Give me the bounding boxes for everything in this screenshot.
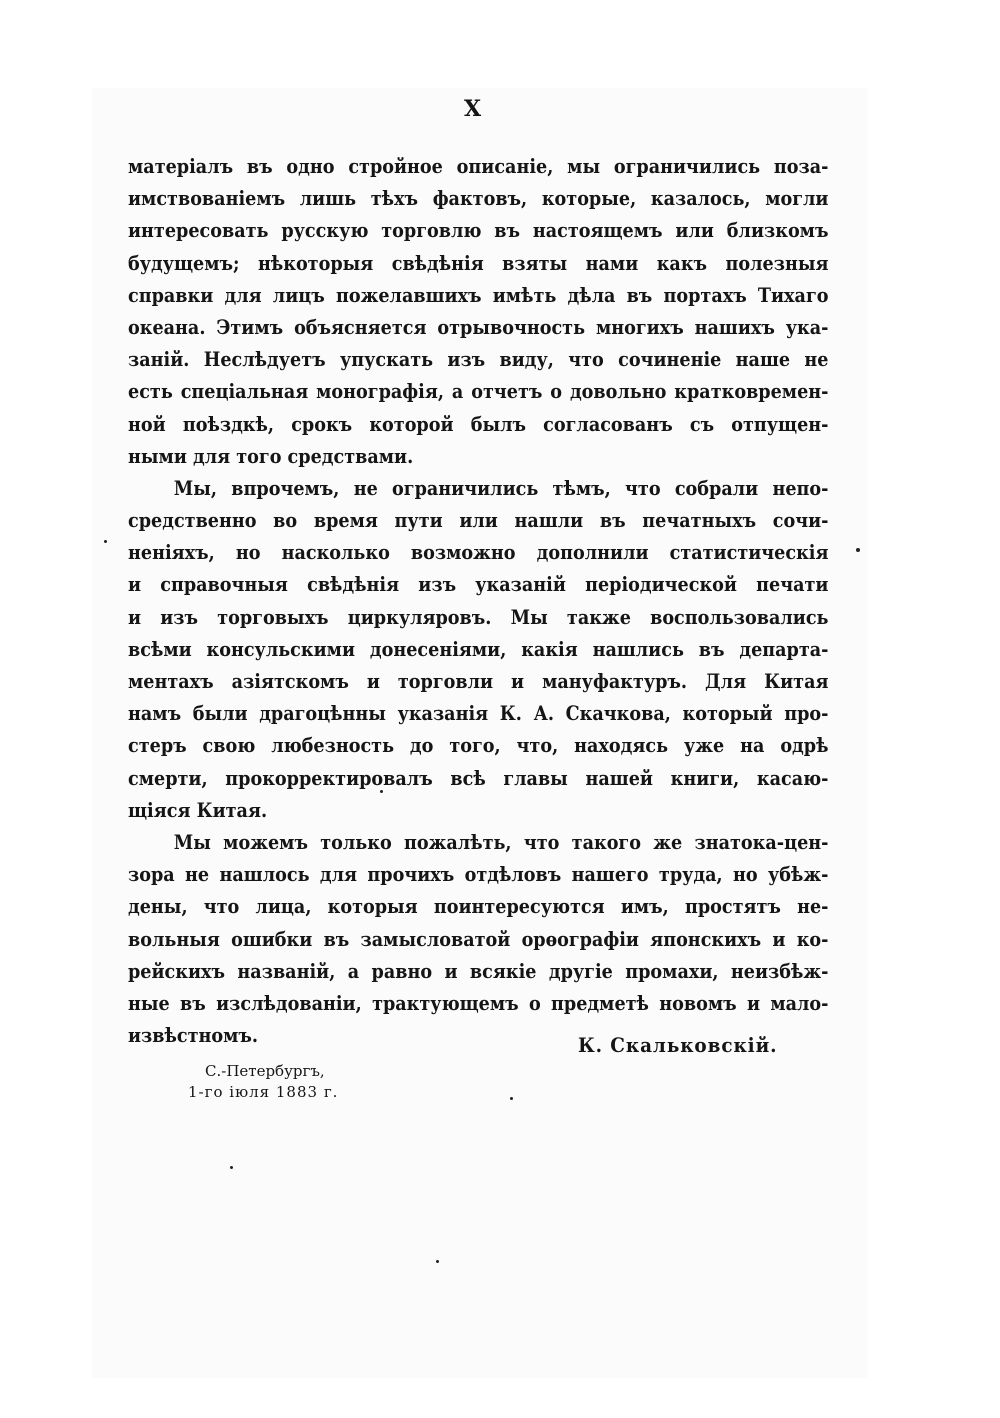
text-line: намъ были драгоцѣнны указанія К. А. Скачкова, который про- [128, 701, 829, 726]
text-line: и изъ торговыхъ циркуляровъ. Мы также воспользовались [128, 604, 829, 629]
place-of-writing: С.-Петербургъ, [205, 1062, 325, 1080]
scan-speck [104, 540, 107, 543]
text-line: интересовать русскую торговлю въ настоящемъ или близкомъ [128, 218, 829, 243]
text-line: ной поѣздкѣ, срокъ которой былъ согласованъ съ отпущен- [128, 411, 829, 436]
text-line: ные въ изслѣдованіи, трактующемъ о предметѣ новомъ и мало- [128, 990, 829, 1015]
page-number: X [463, 96, 483, 122]
scan-speck [856, 548, 860, 552]
text-line: средственно во время пути или нашли въ печатныхъ сочи- [128, 508, 829, 533]
text-line: ными для того средствами. [128, 443, 414, 468]
text-line: всѣми консульскими донесеніями, какія нашлись въ департа- [128, 636, 829, 661]
scan-speck [380, 790, 383, 793]
text-line: справки для лицъ пожелавшихъ имѣть дѣла въ портахъ Тихаго [128, 282, 829, 307]
text-line: щіяся Китая. [128, 797, 268, 822]
author-signature: К. Скальковскій. [578, 1033, 778, 1057]
text-line: океана. Этимъ объясняется отрывочность многихъ нашихъ ука- [128, 314, 829, 339]
text-line: заній. Неслѣдуетъ упускать изъ виду, что сочиненіе наше не [128, 347, 829, 372]
text-line: и справочныя свѣдѣнія изъ указаній періодической печати [128, 572, 829, 597]
text-line: неніяхъ, но насколько возможно дополнили статистическія [128, 540, 829, 565]
text-line: ментахъ азіятскомъ и торговли и мануфактуръ. Для Китая [128, 669, 829, 693]
text-line: извѣстномъ. [128, 1023, 259, 1048]
body-text [128, 150, 828, 1051]
text-line: есть спеціальная монографія, а отчетъ о довольно кратковремен- [128, 379, 829, 404]
text-line: зора не нашлось для прочихъ отдѣловъ нашего труда, но убѣж- [128, 862, 829, 887]
text-line: матеріалъ въ одно стройное описаніе, мы ограничились поза- [128, 154, 829, 178]
text-line: дены, что лица, которыя поинтересуются имъ, простятъ не- [128, 894, 829, 919]
scan-speck [230, 1166, 233, 1169]
text-line: рейскихъ названій, а равно и всякіе другіе промахи, неизбѣж- [128, 958, 829, 983]
scan-speck [510, 1097, 513, 1100]
text-line: смерти, прокорректировалъ всѣ главы нашей книги, касаю- [128, 765, 829, 790]
text-line: Мы, впрочемъ, не ограничились тѣмъ, что собрали непо- [173, 475, 829, 500]
text-line: имствованіемъ лишь тѣхъ фактовъ, которые, казалось, могли [128, 186, 829, 211]
date-of-writing: 1-го іюля 1883 г. [188, 1083, 339, 1101]
text-line: Мы можемъ только пожалѣть, что такого же знатока-цен- [173, 829, 829, 854]
text-line: будущемъ; нѣкоторыя свѣдѣнія взяты нами какъ полезныя [128, 250, 829, 275]
scan-speck [436, 1260, 439, 1263]
text-line: стеръ свою любезность до того, что, находясь уже на одрѣ [128, 733, 829, 758]
text-line: вольныя ошибки въ замысловатой орѳографіи японскихъ и ко- [128, 926, 829, 951]
